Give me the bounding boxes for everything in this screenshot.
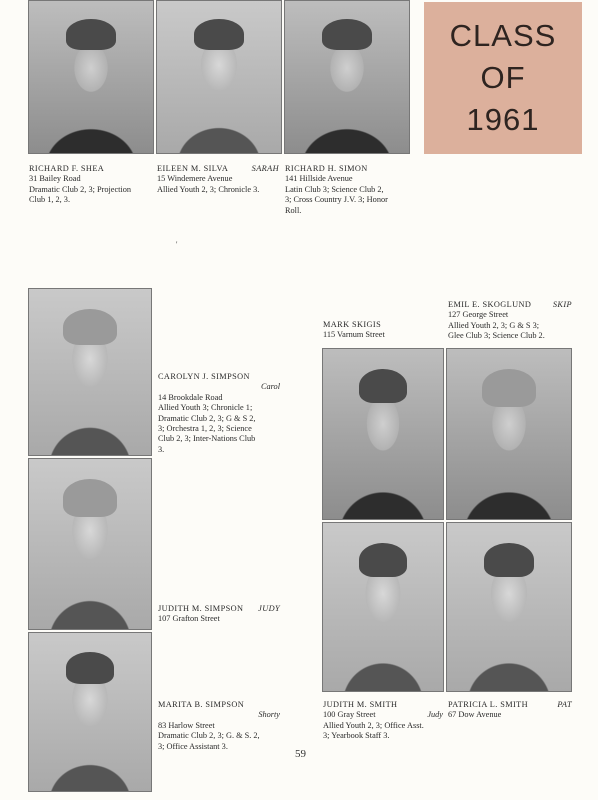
caption-marita-simpson	[158, 700, 280, 752]
student-activities: Allied Youth 3; Chronicle 1;	[158, 403, 253, 413]
student-nickname: PAT	[557, 700, 572, 709]
student-address-line	[323, 710, 443, 720]
caption-judith-smith	[323, 700, 443, 742]
student-name: RICHARD F. SHEA	[29, 164, 105, 173]
page-number: 59	[295, 748, 306, 760]
student-name: JUDITH M. SMITH	[323, 700, 398, 709]
portrait-marita-simpson	[28, 632, 152, 792]
caption-eileen-silva	[157, 164, 279, 195]
caption-judith-simpson	[158, 604, 280, 625]
student-address: 83 Harlow Street	[158, 720, 215, 730]
caption-richard-simon	[285, 164, 409, 216]
student-name: EMIL E. SKOGLUND SKIP	[448, 300, 572, 309]
student-name: EILEEN M. SILVA SARAH	[157, 164, 279, 173]
class-box-line3: 1961	[466, 102, 540, 137]
portrait-richard-shea	[28, 0, 154, 154]
portrait-judith-simpson	[28, 458, 152, 630]
caption-patricia-smith	[448, 700, 572, 721]
caption-richard-shea	[29, 164, 153, 206]
portrait-emil-skoglund	[446, 348, 572, 520]
student-activities: Roll.	[285, 205, 302, 215]
student-activities: 3; Office Assistant 3.	[158, 741, 228, 751]
student-activities: Allied Youth 2, 3; Chronicle 3.	[157, 184, 260, 194]
student-name: JUDITH M. SIMPSON JUDY	[158, 604, 280, 613]
caption-mark-skigis	[323, 320, 443, 341]
class-box-line1: CLASS	[449, 18, 557, 53]
student-activities: Dramatic Club 2, 3; Projection	[29, 184, 132, 194]
student-activities: Glee Club 3; Science Club 2.	[448, 331, 545, 341]
student-address: 15 Windemere Avenue	[157, 174, 233, 184]
portrait-richard-simon	[284, 0, 410, 154]
portrait-mark-skigis	[322, 348, 444, 520]
student-activities: 3; Orchestra 1, 2, 3; Science	[158, 424, 252, 434]
student-activities: 3; Cross Country J.V. 3; Honor	[285, 195, 388, 205]
student-address: 67 Dow Avenue	[448, 710, 502, 720]
student-nickname: Judy	[427, 710, 443, 720]
student-address: 31 Bailey Road	[29, 174, 81, 184]
student-address: 107 Grafton Street	[158, 614, 220, 624]
student-activities: Club 2, 3; Inter-Nations Club	[158, 434, 256, 444]
student-nickname: Carol	[260, 382, 280, 392]
student-activities: 3.	[158, 444, 165, 454]
student-address: 14 Brookdale Road	[158, 392, 223, 402]
class-box-line2: OF	[480, 60, 526, 95]
portrait-judith-smith	[322, 522, 444, 692]
student-activities: Allied Youth 2, 3; G & S 3;	[448, 320, 540, 330]
student-address: 100 Gray Street	[323, 710, 376, 720]
student-name: MARITA B. SIMPSON	[158, 700, 245, 709]
student-activities: Club 1, 2, 3.	[29, 195, 71, 205]
student-nickname: Shorty	[258, 710, 280, 720]
student-address: 141 Hillside Avenue	[285, 174, 353, 184]
portrait-eileen-silva	[156, 0, 282, 154]
student-name: MARK SKIGIS	[323, 320, 382, 329]
student-nickname: JUDY	[258, 604, 280, 613]
student-activities: 3; Yearbook Staff 3.	[323, 731, 390, 741]
caption-carolyn-simpson	[158, 372, 280, 455]
caption-emil-skoglund	[448, 300, 572, 342]
student-activities: Allied Youth 2, 3; Office Asst.	[323, 720, 424, 730]
student-activities: Dramatic Club 2, 3; G. & S. 2,	[158, 731, 260, 741]
student-address: 127 George Street	[448, 310, 509, 320]
portrait-patricia-smith	[446, 522, 572, 692]
student-name: CAROLYN J. SIMPSON	[158, 372, 250, 381]
student-name: RICHARD H. SIMON	[285, 164, 368, 173]
student-activities: Latin Club 3; Science Club 2,	[285, 184, 384, 194]
student-nickname: SKIP	[552, 300, 572, 309]
student-nickname: SARAH	[251, 164, 279, 173]
portrait-carolyn-simpson	[28, 288, 152, 456]
student-address: 115 Varnum Street	[323, 330, 385, 340]
stray-mark: '	[176, 240, 178, 249]
student-name: PATRICIA L. SMITH PAT	[448, 700, 572, 709]
class-of-1961-box	[424, 2, 582, 154]
student-activities: Dramatic Club 2, 3; G & S 2,	[158, 413, 256, 423]
